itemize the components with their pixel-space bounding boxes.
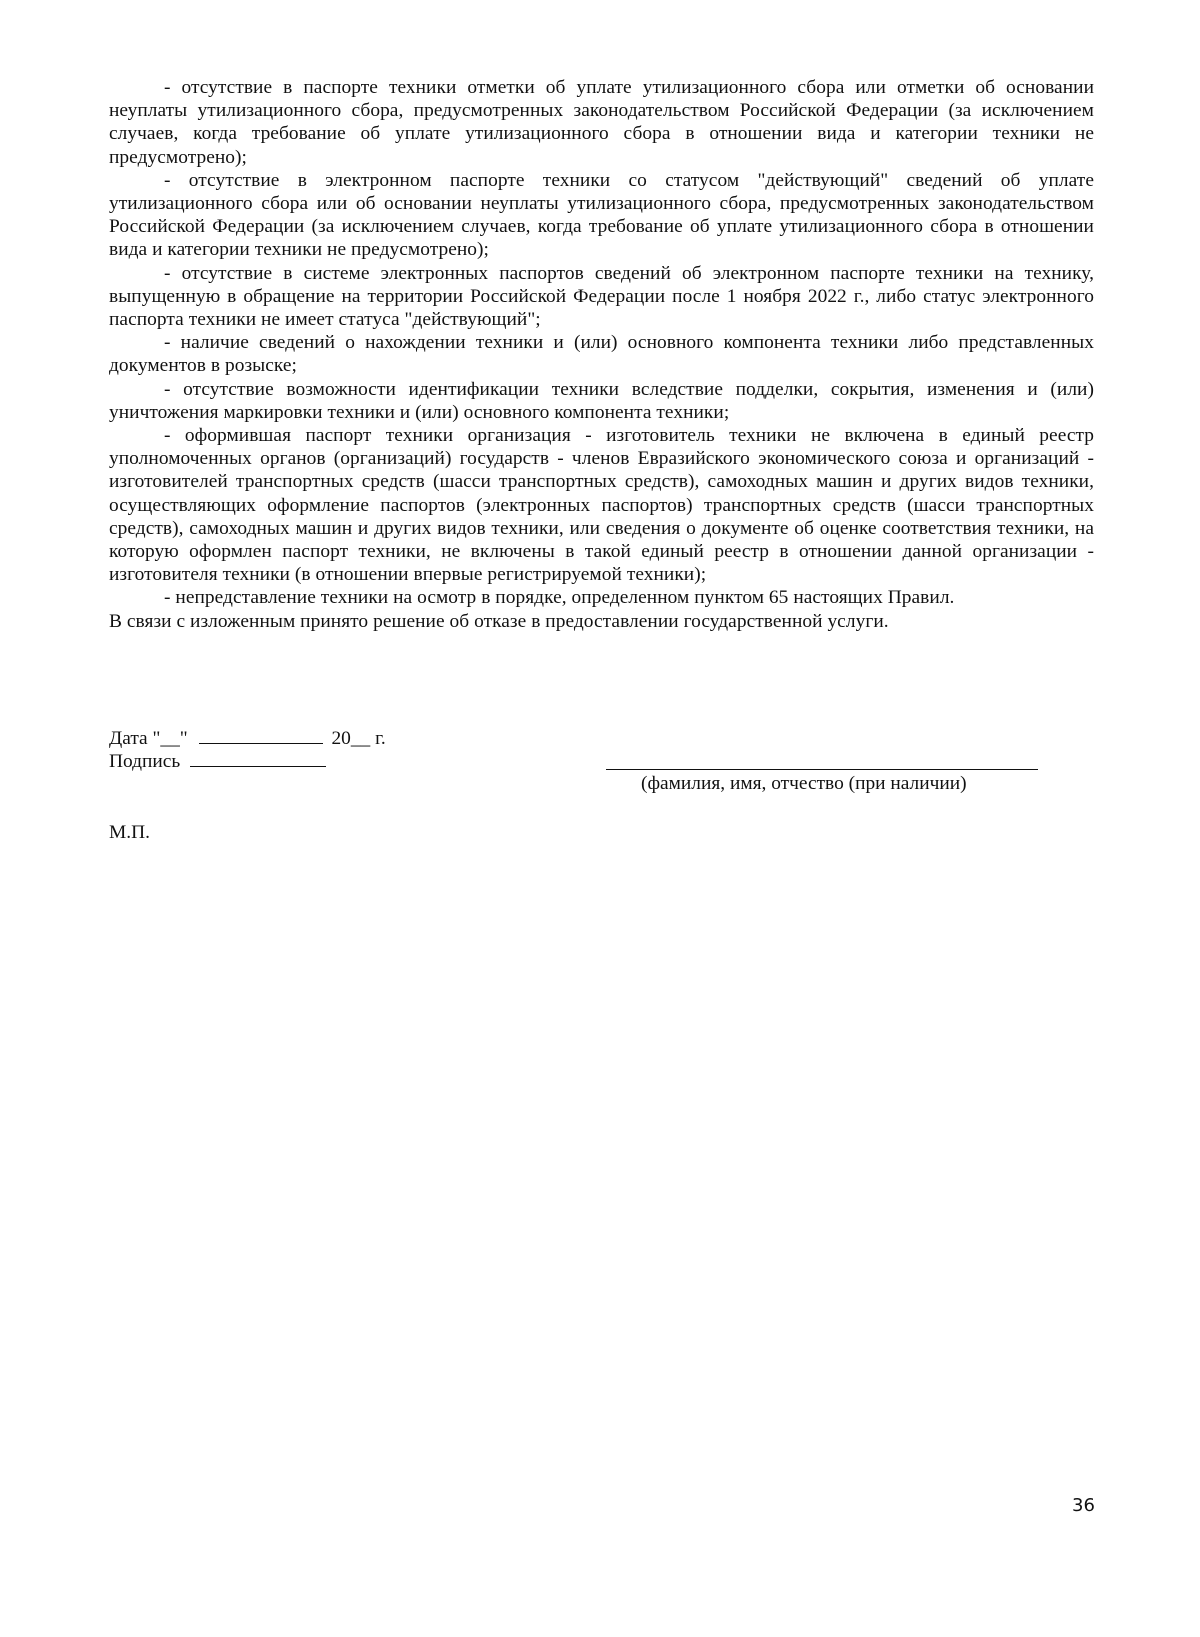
conclusion-paragraph: В связи с изложенным принято решение об отказе в предоставлении государственной услуги. <box>109 610 889 632</box>
paragraph-inspection: - непредставление техники на осмотр в порядке, определенном пунктом 65 настоящих Правил. <box>164 587 955 609</box>
stamp-place-label: М.П. <box>109 822 150 843</box>
year-label: 20__ г. <box>331 728 386 749</box>
paragraph-electronic-passport-fee: - отсутствие в электронном паспорте техники со статусом "действующий" сведений об уплате утилизационного сбора или об основании неуплаты утилизационного сбора, предусмотренных законодательством Российской Федерации (за исключением случаев, когда требование об уплате утилизационного сбора в отношении вида и категории техники не предусмотрено); <box>109 169 1094 261</box>
fio-caption: (фамилия, имя, отчество (при наличии) <box>641 773 967 794</box>
fio-signature-line <box>606 769 1038 770</box>
signature-blank <box>190 748 326 767</box>
date-label: Дата "__" <box>109 728 188 749</box>
paragraph-wanted-list: - наличие сведений о нахождении техники и (или) основного компонента техники либо представленных документов в розыске; <box>109 332 1094 377</box>
date-row <box>109 725 386 750</box>
paragraph-recycling-fee-mark: - отсутствие в паспорте техники отметки об уплате утилизационного сбора или отметки об основании неуплаты утилизационного сбора, предусмотренных законодательством Российской Федерации (за исключением случаев, когда требование об уплате утилизационного сбора в отношении вида и категории техники не предусмотрено); <box>109 77 1094 168</box>
paragraph-electronic-passport-system: - отсутствие в системе электронных паспортов сведений об электронном паспорте техники на технику, выпущенную в обращение на территории Российской Федерации после 1 ноября 2022 г., либо статус электронного паспорта техники не имеет статуса "действующий"; <box>109 262 1094 331</box>
paragraph-manufacturer-registry: - оформившая паспорт техники организация - изготовитель техники не включена в единый реестр уполномоченных органов (организаций) государств - членов Евразийского экономического союза и организаций - изготовителей транспортных средств (шасси транспортных средств), самоходных машин и других видов техники, осуществляющих оформление паспортов (электронных паспортов) транспортных средств (шасси транспортных средств), самоходных машин и других видов техники, или сведения о документе об оценке соответствия техники, на которую оформлен паспорт техники, не включены в такой единый реестр в отношении данной организации - изготовителя техники (в отношении впервые регистрируемой техники); <box>109 425 1094 586</box>
signature-label: Подпись <box>109 751 181 772</box>
document-body <box>109 76 1094 633</box>
signature-row <box>109 748 326 773</box>
signature-block <box>109 725 1094 855</box>
paragraph-identification: - отсутствие возможности идентификации техники вследствие подделки, сокрытия, изменения и (или) уничтожения маркировки техники и (или) основного компонента техники; <box>109 378 1094 423</box>
page-number: 36 <box>1072 1495 1095 1516</box>
date-month-blank <box>199 725 323 744</box>
